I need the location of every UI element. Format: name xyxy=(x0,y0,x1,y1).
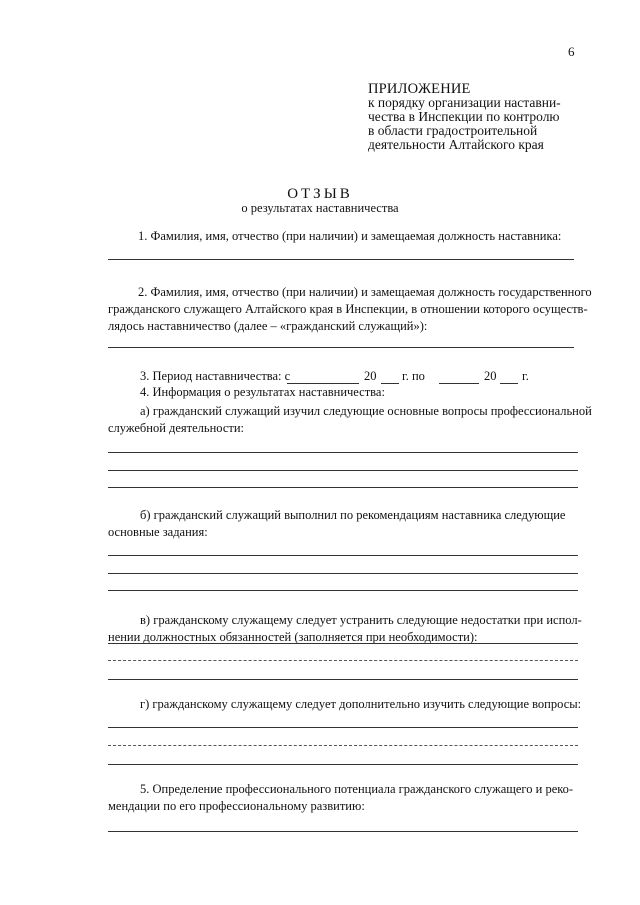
fill-line-4a-1[interactable] xyxy=(108,452,578,453)
fill-line-4a-3[interactable] xyxy=(108,487,578,488)
item-5-line-2: мендации по его профессиональному развитию: xyxy=(108,799,365,813)
document-title: ОТЗЫВ xyxy=(287,186,353,202)
fill-line-4v-3[interactable] xyxy=(108,679,578,680)
fill-line-4v-2[interactable] xyxy=(108,660,578,661)
appendix-line: к порядку организации наставни- xyxy=(368,95,561,110)
appendix-line: чества в Инспекции по контролю xyxy=(368,109,560,124)
item-4b-line-2: основные задания: xyxy=(108,525,208,539)
fill-line-item-5[interactable] xyxy=(108,831,578,832)
item-3-end: г. xyxy=(522,369,529,383)
item-4v-line-1: в) гражданскому служащему следует устранить следующие недостатки при испол- xyxy=(140,613,582,627)
fill-line-year-end[interactable] xyxy=(500,383,518,384)
item-3-label: 3. Период наставничества: с xyxy=(140,369,291,383)
item-1-label: 1. Фамилия, имя, отчество (при наличии) и замещаемая должность наставника: xyxy=(138,229,562,243)
page-number: 6 xyxy=(568,44,575,59)
fill-line-4v-1[interactable] xyxy=(108,643,578,644)
item-4b-line-1: б) гражданский служащий выполнил по рекомендациям наставника следующие xyxy=(140,508,566,522)
item-2-line-2: гражданского служащего Алтайского края в Инспекции, в отношении которого осуществ- xyxy=(108,302,588,316)
fill-line-date-end[interactable] xyxy=(439,383,479,384)
item-3-year-prefix-2: 20 xyxy=(484,369,497,383)
appendix-line: деятельности Алтайского края xyxy=(368,137,544,152)
document-subtitle: о результатах наставничества xyxy=(241,201,399,215)
appendix-block xyxy=(368,82,561,152)
fill-line-year-start[interactable] xyxy=(381,383,399,384)
item-3-mid: г. по xyxy=(402,369,425,383)
fill-line-4b-1[interactable] xyxy=(108,555,578,556)
fill-line-4a-2[interactable] xyxy=(108,470,578,471)
item-4a-line-1: а) гражданский служащий изучил следующие основные вопросы профессиональной xyxy=(140,404,592,418)
fill-line-item-2[interactable] xyxy=(108,347,574,348)
item-4-label: 4. Информация о результатах наставничества: xyxy=(140,385,385,399)
item-5-line-1: 5. Определение профессионального потенциала гражданского служащего и реко- xyxy=(140,782,574,796)
fill-line-4g-1[interactable] xyxy=(108,727,578,728)
item-2-line-3: лядось наставничество (далее – «гражданский служащий»): xyxy=(108,319,428,333)
fill-line-4b-3[interactable] xyxy=(108,590,578,591)
fill-line-4b-2[interactable] xyxy=(108,573,578,574)
fill-line-4g-2[interactable] xyxy=(108,745,578,746)
item-3-year-prefix-1: 20 xyxy=(364,369,377,383)
fill-line-date-start[interactable] xyxy=(287,383,359,384)
appendix-line: в области градостроительной xyxy=(368,123,538,138)
appendix-heading: ПРИЛОЖЕНИЕ xyxy=(368,81,471,97)
item-2-line-1: 2. Фамилия, имя, отчество (при наличии) и замещаемая должность государственного xyxy=(138,285,592,299)
fill-line-4g-3[interactable] xyxy=(108,764,578,765)
item-4v-line-2: нении должностных обязанностей (заполняется при необходимости): xyxy=(108,630,478,644)
item-4a-line-2: служебной деятельности: xyxy=(108,421,245,435)
item-4g-label: г) гражданскому служащему следует дополнительно изучить следующие вопросы: xyxy=(140,697,582,711)
fill-line-item-1[interactable] xyxy=(108,259,574,260)
